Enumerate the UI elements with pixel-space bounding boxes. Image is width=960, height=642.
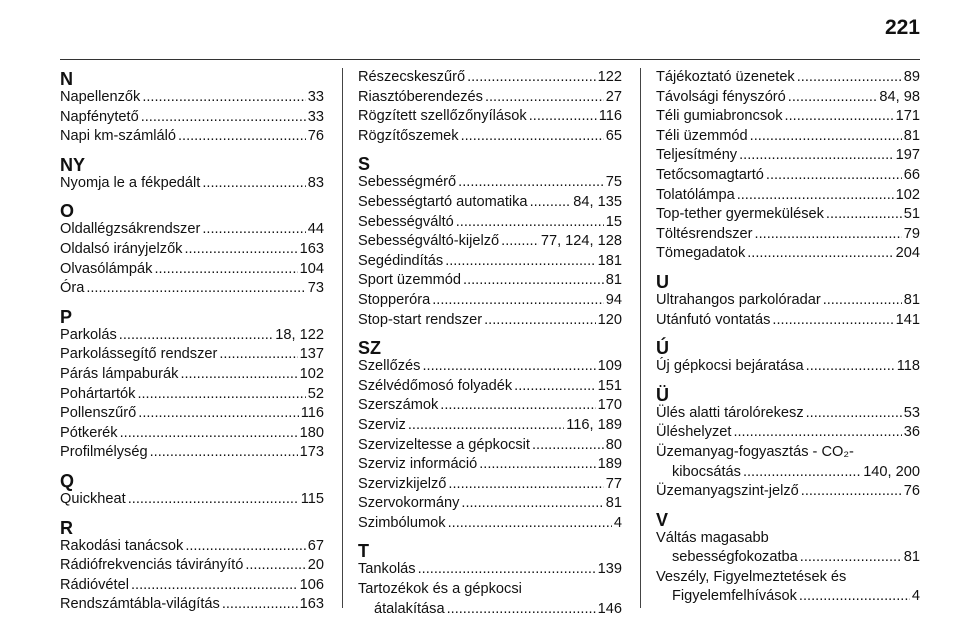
entry-term: Üléshelyzet bbox=[656, 424, 732, 441]
entry-term: Veszély, Figyelmeztetések és bbox=[656, 568, 847, 585]
dot-leader bbox=[797, 68, 902, 88]
index-section bbox=[358, 155, 622, 330]
index-entry bbox=[358, 560, 622, 580]
entry-term: Parkolássegítő rendszer bbox=[60, 346, 218, 363]
index-section bbox=[358, 339, 622, 533]
entry-page-ref: 53 bbox=[903, 404, 920, 421]
entry-term: Szervizeltesse a gépkocsit bbox=[358, 436, 530, 453]
entry-term: Tájékoztató üzenetek bbox=[656, 69, 795, 85]
entry-page-ref: 27 bbox=[605, 88, 622, 105]
index-entry bbox=[358, 455, 622, 475]
index-entry bbox=[358, 213, 622, 233]
index-entry bbox=[358, 311, 622, 331]
entry-term: Szimbólumok bbox=[358, 514, 446, 531]
index-entry bbox=[60, 424, 324, 444]
entry-term: Utánfutó vontatás bbox=[656, 311, 771, 328]
entry-page-ref: 33 bbox=[307, 108, 324, 125]
entry-page-ref: 33 bbox=[307, 89, 324, 105]
dot-leader bbox=[801, 482, 902, 502]
entry-page-ref: 118 bbox=[896, 358, 920, 375]
dot-leader bbox=[461, 494, 603, 514]
entry-page-ref: 4 bbox=[911, 588, 920, 605]
dot-leader bbox=[806, 357, 895, 377]
entry-page-ref: 151 bbox=[597, 377, 622, 394]
index-entry bbox=[656, 127, 920, 147]
index-entry bbox=[60, 595, 324, 615]
entry-term: Pollenszűrő bbox=[60, 405, 137, 422]
dot-leader bbox=[408, 416, 564, 436]
index-entry bbox=[358, 436, 622, 456]
dot-leader bbox=[202, 174, 305, 194]
entry-page-ref: 67 bbox=[307, 537, 324, 554]
index-entry bbox=[60, 385, 324, 405]
entry-page-ref: 81 bbox=[605, 272, 622, 289]
entry-term: Olvasólámpák bbox=[60, 260, 153, 277]
entry-term: Quickheat bbox=[60, 490, 126, 507]
entry-term-continuation: kibocsátás bbox=[672, 463, 741, 480]
entry-page-ref: 122 bbox=[597, 69, 622, 85]
entry-term: Segédindítás bbox=[358, 252, 444, 269]
column-divider bbox=[342, 68, 343, 608]
index-entry bbox=[60, 108, 324, 128]
section-letter: O bbox=[60, 201, 75, 222]
dot-leader bbox=[448, 475, 603, 495]
index-entry bbox=[656, 88, 920, 108]
entry-term: Tartozékok és a gépkocsi bbox=[358, 581, 522, 598]
entry-term: Szervizkijelző bbox=[358, 475, 447, 492]
entry-term: Teljesítmény bbox=[656, 147, 738, 164]
entry-term: Ülés alatti tárolórekesz bbox=[656, 404, 804, 421]
index-entry bbox=[60, 443, 324, 463]
entry-page-ref: 66 bbox=[903, 166, 920, 183]
entry-term: Sport üzemmód bbox=[358, 272, 462, 289]
dot-leader bbox=[131, 576, 298, 596]
entry-term: Tömegadatok bbox=[656, 245, 746, 262]
index-section bbox=[60, 519, 324, 615]
index-entry bbox=[358, 580, 622, 619]
entry-page-ref: 180 bbox=[299, 424, 324, 441]
entry-term: Oldallégzsákrendszer bbox=[60, 221, 201, 238]
index-entry bbox=[656, 244, 920, 264]
index-section bbox=[358, 68, 622, 146]
index-entry bbox=[656, 357, 920, 377]
dot-leader bbox=[184, 240, 297, 260]
index-entry bbox=[656, 529, 920, 568]
entry-page-ref: 120 bbox=[597, 311, 622, 328]
entry-term: Üzemanyag-fogyasztás - CO₂- bbox=[656, 443, 854, 460]
entry-continuation-line bbox=[656, 587, 920, 607]
entry-term: Profilmélység bbox=[60, 444, 148, 461]
index-section bbox=[60, 202, 324, 298]
entry-page-ref: 81 bbox=[903, 549, 920, 566]
dot-leader bbox=[743, 463, 861, 483]
entry-term: Szélvédőmosó folyadék bbox=[358, 377, 513, 394]
entry-page-ref: 116 bbox=[300, 405, 324, 422]
entry-page-ref: 51 bbox=[903, 206, 920, 223]
entry-page-ref: 84, 98 bbox=[879, 88, 920, 105]
index-section bbox=[60, 156, 324, 194]
entry-page-ref: 140, 200 bbox=[863, 463, 920, 480]
entry-page-ref: 15 bbox=[605, 213, 622, 230]
section-letter: S bbox=[358, 154, 371, 175]
dot-leader bbox=[785, 107, 894, 127]
index-entry bbox=[358, 107, 622, 127]
entry-term: Rögzített szellőzőnyílások bbox=[358, 108, 527, 125]
entry-page-ref: 65 bbox=[605, 127, 622, 144]
index-entry bbox=[656, 443, 920, 482]
dot-leader bbox=[128, 490, 299, 510]
section-letter: T bbox=[358, 541, 369, 562]
entry-term: Ultrahangos parkolóradar bbox=[656, 291, 821, 308]
entry-term: Napi km-számláló bbox=[60, 128, 176, 145]
entry-page-ref: 76 bbox=[903, 483, 920, 500]
index-entry bbox=[656, 482, 920, 502]
dot-leader bbox=[86, 279, 305, 299]
dot-leader bbox=[458, 173, 604, 193]
section-letter: N bbox=[60, 69, 73, 89]
entry-term: Rádióvétel bbox=[60, 576, 129, 593]
dot-leader bbox=[154, 260, 297, 280]
entry-page-ref: 163 bbox=[299, 596, 324, 613]
index-section bbox=[656, 68, 920, 264]
entry-page-ref: 36 bbox=[903, 424, 920, 441]
entry-term: Szerszámok bbox=[358, 397, 439, 414]
index-entry bbox=[358, 193, 622, 213]
entry-term: Stopperóra bbox=[358, 291, 431, 308]
entry-term: Rakodási tanácsok bbox=[60, 537, 184, 554]
entry-continuation-line bbox=[656, 463, 920, 483]
index-entry bbox=[60, 220, 324, 240]
entry-term: Pohártartók bbox=[60, 385, 136, 402]
entry-page-ref: 115 bbox=[300, 490, 324, 507]
index-entry bbox=[358, 416, 622, 436]
dot-leader bbox=[733, 423, 901, 443]
entry-page-ref: 94 bbox=[605, 291, 622, 308]
dot-leader bbox=[806, 404, 902, 424]
index-entry bbox=[358, 232, 622, 252]
dot-leader bbox=[747, 244, 893, 264]
index-entry bbox=[60, 240, 324, 260]
entry-term: Pótkerék bbox=[60, 424, 118, 441]
entry-page-ref: 197 bbox=[895, 147, 920, 164]
dot-leader bbox=[529, 107, 597, 127]
entry-page-ref: 52 bbox=[307, 385, 324, 402]
dot-leader bbox=[739, 146, 894, 166]
entry-page-ref: 77 bbox=[605, 475, 622, 492]
entry-term: Tankolás bbox=[358, 561, 416, 578]
index-entry bbox=[656, 225, 920, 245]
section-letter: SZ bbox=[358, 338, 382, 359]
index-entry bbox=[60, 260, 324, 280]
dot-leader bbox=[418, 560, 596, 580]
dot-leader bbox=[461, 127, 604, 147]
index-entry bbox=[60, 88, 324, 108]
index-entry bbox=[358, 396, 622, 416]
entry-term: Téli üzemmód bbox=[656, 127, 748, 144]
entry-page-ref: 102 bbox=[299, 365, 324, 382]
entry-page-ref: 204 bbox=[895, 245, 920, 262]
index-column-3 bbox=[656, 68, 920, 616]
dot-leader bbox=[245, 556, 305, 576]
entry-term: Napfénytető bbox=[60, 108, 139, 125]
entry-page-ref: 163 bbox=[299, 240, 324, 257]
section-letter: Ü bbox=[656, 384, 669, 405]
dot-leader bbox=[755, 225, 902, 245]
dot-leader bbox=[737, 186, 894, 206]
dot-leader bbox=[788, 88, 878, 108]
entry-page-ref: 116, 189 bbox=[566, 416, 622, 433]
index-entry bbox=[60, 576, 324, 596]
header-rule bbox=[60, 59, 920, 60]
dot-leader bbox=[138, 404, 298, 424]
entry-page-ref: 44 bbox=[307, 221, 324, 238]
index-section bbox=[60, 472, 324, 510]
index-section bbox=[656, 273, 920, 330]
entry-term: Szervokormány bbox=[358, 495, 460, 512]
entry-term: Rendszámtábla-világítás bbox=[60, 596, 220, 613]
index-entry bbox=[656, 311, 920, 331]
index-entry bbox=[656, 166, 920, 186]
dot-leader bbox=[119, 326, 274, 346]
entry-page-ref: 4 bbox=[613, 514, 622, 531]
entry-term: Óra bbox=[60, 280, 85, 297]
index-section bbox=[60, 70, 324, 147]
index-entry bbox=[60, 174, 324, 194]
entry-page-ref: 171 bbox=[895, 108, 920, 125]
entry-term: Sebességtartó automatika bbox=[358, 193, 528, 210]
entry-term: Új gépkocsi bejáratása bbox=[656, 358, 804, 375]
entry-page-ref: 80 bbox=[605, 436, 622, 453]
dot-leader bbox=[514, 377, 596, 397]
entry-page-ref: 141 bbox=[895, 311, 920, 328]
entry-page-ref: 137 bbox=[299, 346, 324, 363]
section-letter: NY bbox=[60, 154, 86, 175]
entry-term: Oldalsó irányjelzők bbox=[60, 240, 183, 257]
entry-term: Részecskeszűrő bbox=[358, 69, 466, 85]
dot-leader bbox=[501, 232, 539, 252]
entry-term: Váltás magasabb bbox=[656, 529, 769, 546]
index-entry bbox=[358, 494, 622, 514]
index-entry bbox=[358, 252, 622, 272]
index-entry bbox=[358, 291, 622, 311]
entry-term: Sebességmérő bbox=[358, 174, 457, 191]
entry-term: Párás lámpaburák bbox=[60, 365, 179, 382]
entry-term-continuation: átalakítása bbox=[374, 600, 445, 617]
dot-leader bbox=[448, 514, 612, 534]
index-section bbox=[656, 511, 920, 607]
index-entry bbox=[358, 88, 622, 108]
dot-leader bbox=[180, 365, 297, 385]
index-entry bbox=[60, 127, 324, 147]
entry-term: Szerviz bbox=[358, 416, 406, 433]
dot-leader bbox=[530, 193, 572, 213]
index-entry bbox=[60, 345, 324, 365]
dot-leader bbox=[432, 291, 604, 311]
entry-page-ref: 104 bbox=[299, 260, 324, 277]
index-entry bbox=[656, 205, 920, 225]
index-entry bbox=[60, 326, 324, 346]
index-entry bbox=[656, 291, 920, 311]
entry-term: Szellőzés bbox=[358, 358, 421, 375]
index-entry bbox=[656, 568, 920, 607]
entry-page-ref: 81 bbox=[903, 127, 920, 144]
section-letter: Q bbox=[60, 470, 75, 491]
dot-leader bbox=[422, 357, 595, 377]
section-letter: P bbox=[60, 306, 73, 327]
dot-leader bbox=[456, 213, 604, 233]
dot-leader bbox=[484, 311, 596, 331]
column-divider bbox=[640, 68, 641, 608]
index-column-1 bbox=[60, 68, 324, 624]
dot-leader bbox=[766, 166, 902, 186]
dot-leader bbox=[532, 436, 604, 456]
dot-leader bbox=[219, 345, 297, 365]
entry-page-ref: 20 bbox=[307, 557, 324, 574]
entry-term: Tolatólámpa bbox=[656, 186, 735, 203]
index-entry bbox=[656, 423, 920, 443]
entry-term: Napellenzők bbox=[60, 89, 141, 105]
entry-page-ref: 18, 122 bbox=[275, 326, 324, 343]
dot-leader bbox=[823, 291, 902, 311]
entry-term: Nyomja le a fékpedált bbox=[60, 174, 201, 191]
entry-page-ref: 75 bbox=[605, 174, 622, 191]
index-column-2 bbox=[358, 68, 622, 628]
index-entry bbox=[358, 173, 622, 193]
dot-leader bbox=[467, 68, 596, 88]
dot-leader bbox=[141, 108, 306, 128]
entry-page-ref: 81 bbox=[605, 495, 622, 512]
entry-term: Top-tether gyermekülések bbox=[656, 206, 824, 223]
entry-page-ref: 189 bbox=[597, 456, 622, 473]
index-entry bbox=[60, 279, 324, 299]
dot-leader bbox=[772, 311, 893, 331]
entry-term: Riasztóberendezés bbox=[358, 88, 483, 105]
index-entry bbox=[60, 490, 324, 510]
entry-page-ref: 102 bbox=[895, 186, 920, 203]
entry-term: Stop-start rendszer bbox=[358, 311, 483, 328]
dot-leader bbox=[150, 443, 298, 463]
entry-term: Üzemanyagszint-jelző bbox=[656, 483, 799, 500]
entry-term-continuation: Figyelemfelhívások bbox=[672, 588, 797, 605]
dot-leader bbox=[445, 252, 595, 272]
entry-page-ref: 116 bbox=[598, 108, 622, 125]
entry-page-ref: 77, 124, 128 bbox=[540, 233, 622, 250]
index-entry bbox=[60, 556, 324, 576]
dot-leader bbox=[137, 385, 305, 405]
dot-leader bbox=[826, 205, 902, 225]
index-section bbox=[60, 308, 324, 463]
dot-leader bbox=[222, 595, 298, 615]
index-entry bbox=[358, 475, 622, 495]
dot-leader bbox=[178, 127, 306, 147]
dot-leader bbox=[120, 424, 298, 444]
dot-leader bbox=[185, 537, 305, 557]
entry-term: Rögzítőszemek bbox=[358, 127, 459, 144]
index-entry bbox=[358, 127, 622, 147]
entry-page-ref: 73 bbox=[307, 280, 324, 297]
section-letter: V bbox=[656, 509, 669, 530]
index-section bbox=[656, 386, 920, 502]
dot-leader bbox=[800, 548, 902, 568]
entry-page-ref: 170 bbox=[597, 397, 622, 414]
entry-term: Tetőcsomagtartó bbox=[656, 166, 764, 183]
entry-page-ref: 106 bbox=[299, 576, 324, 593]
index-entry bbox=[656, 186, 920, 206]
entry-page-ref: 181 bbox=[597, 252, 622, 269]
entry-term: Szerviz információ bbox=[358, 456, 478, 473]
entry-page-ref: 81 bbox=[903, 291, 920, 308]
index-entry bbox=[358, 357, 622, 377]
entry-page-ref: 139 bbox=[597, 561, 622, 578]
index-section bbox=[358, 542, 622, 619]
entry-page-ref: 84, 135 bbox=[573, 193, 622, 210]
dot-leader bbox=[799, 587, 910, 607]
index-entry bbox=[60, 365, 324, 385]
entry-page-ref: 79 bbox=[903, 225, 920, 242]
entry-page-ref: 89 bbox=[903, 69, 920, 85]
entry-term: Parkolás bbox=[60, 326, 117, 343]
index-entry bbox=[60, 537, 324, 557]
entry-term: Távolsági fényszóró bbox=[656, 88, 786, 105]
dot-leader bbox=[463, 271, 604, 291]
entry-page-ref: 109 bbox=[597, 358, 622, 375]
entry-continuation-line bbox=[358, 600, 622, 620]
index-entry bbox=[60, 404, 324, 424]
entry-term: Sebességváltó bbox=[358, 213, 454, 230]
index-entry bbox=[358, 271, 622, 291]
dot-leader bbox=[750, 127, 902, 147]
dot-leader bbox=[485, 88, 604, 108]
section-letter: Ú bbox=[656, 338, 669, 359]
index-entry bbox=[358, 68, 622, 88]
entry-term: Rádiófrekvenciás távirányító bbox=[60, 557, 244, 574]
dot-leader bbox=[202, 220, 305, 240]
entry-term: Téli gumiabroncsok bbox=[656, 108, 783, 125]
entry-page-ref: 76 bbox=[307, 128, 324, 145]
entry-term-continuation: sebességfokozatba bbox=[672, 549, 798, 566]
entry-page-ref: 173 bbox=[299, 444, 324, 461]
section-letter: R bbox=[60, 517, 73, 538]
entry-term: Töltésrendszer bbox=[656, 225, 753, 242]
index-entry bbox=[656, 68, 920, 88]
section-letter: U bbox=[656, 271, 669, 292]
index-entry bbox=[656, 404, 920, 424]
dot-leader bbox=[440, 396, 595, 416]
entry-term: Sebességváltó-kijelző bbox=[358, 233, 500, 250]
index-entry bbox=[358, 377, 622, 397]
dot-leader bbox=[479, 455, 595, 475]
entry-page-ref: 83 bbox=[307, 174, 324, 191]
index-section bbox=[656, 339, 920, 377]
index-entry bbox=[656, 146, 920, 166]
index-entry bbox=[656, 107, 920, 127]
entry-continuation-line bbox=[656, 548, 920, 568]
index-entry bbox=[358, 514, 622, 534]
dot-leader bbox=[142, 88, 305, 108]
page-number: 221 bbox=[884, 16, 920, 39]
dot-leader bbox=[447, 600, 596, 620]
entry-page-ref: 146 bbox=[597, 600, 622, 617]
